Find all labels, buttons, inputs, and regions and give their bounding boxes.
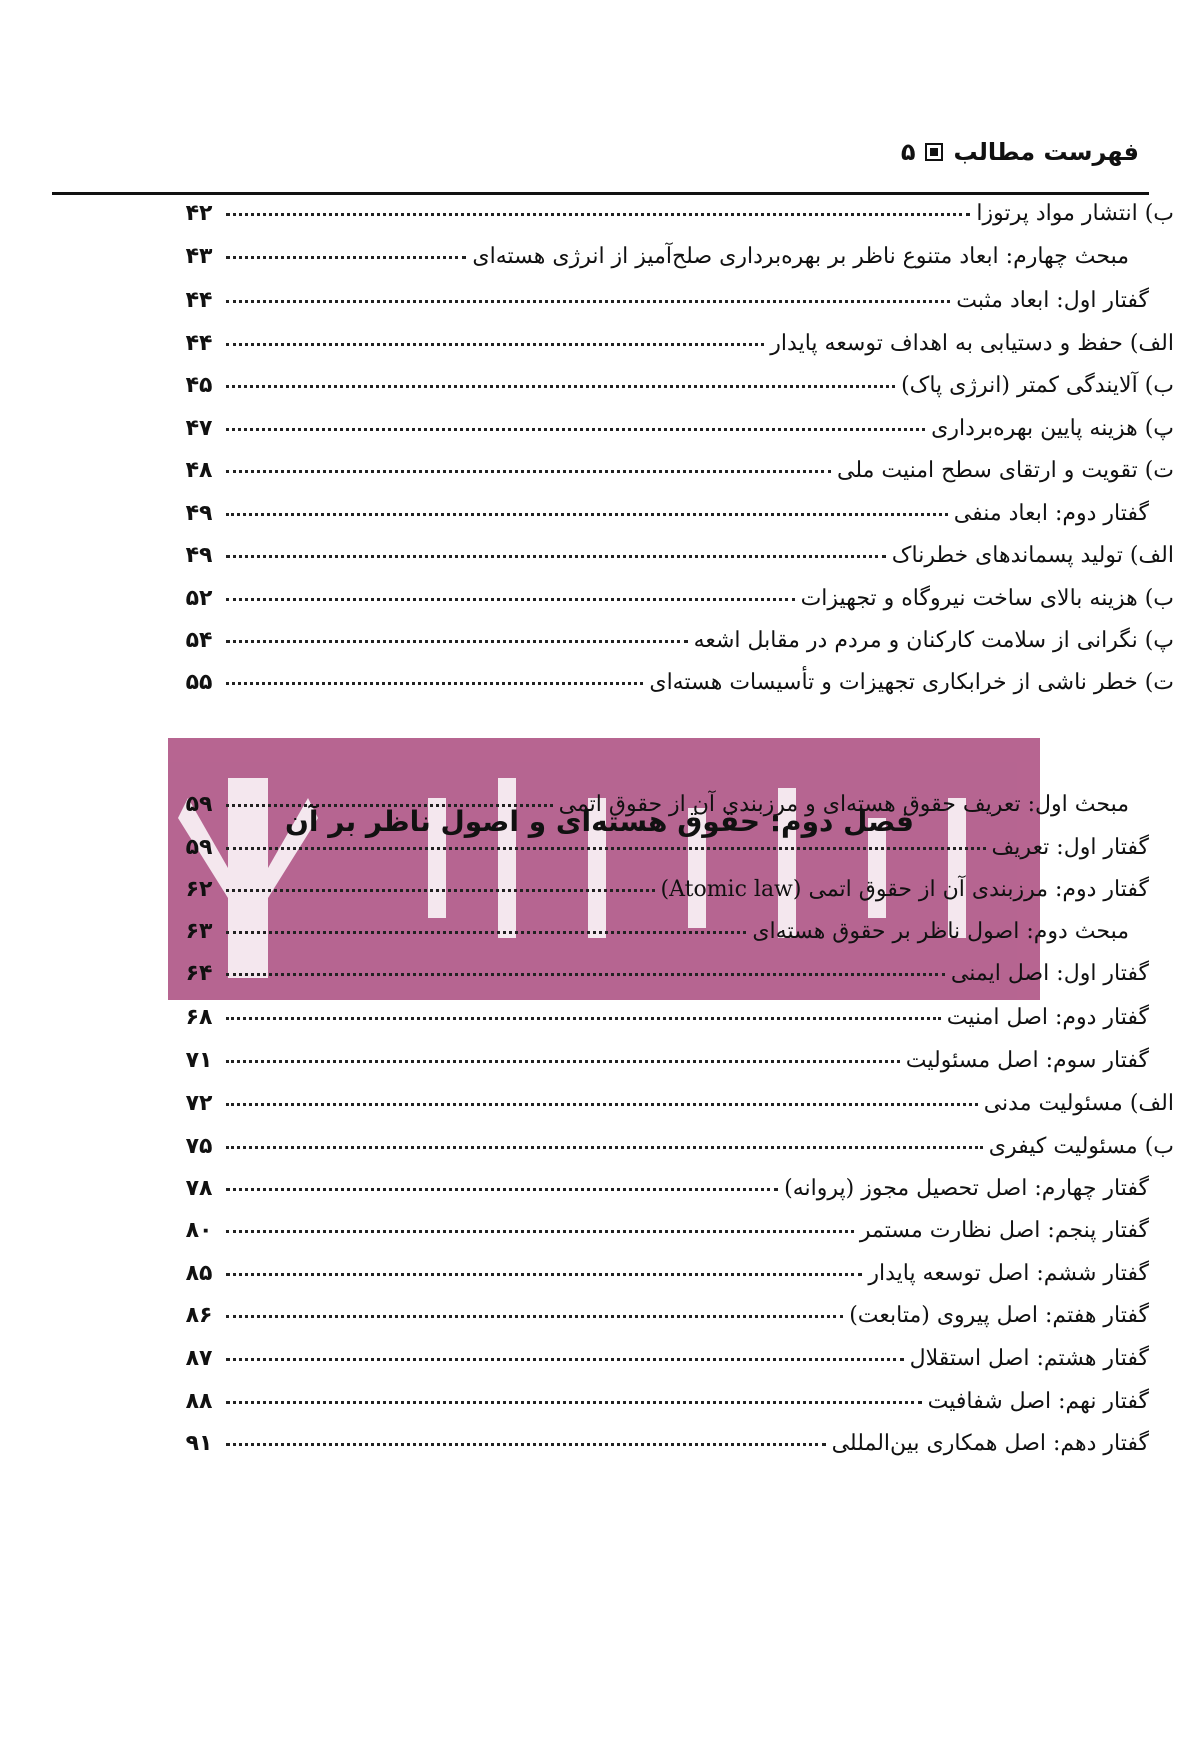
toc-entry-title: ب) آلایندگی کمتر (انرژی پاک) <box>901 373 1174 398</box>
dot-leader <box>226 1443 826 1446</box>
toc-entry-page: ۵۹ <box>185 792 213 817</box>
toc-entry <box>180 877 1149 917</box>
dot-leader <box>226 1401 922 1404</box>
dot-leader <box>226 1146 983 1149</box>
toc-entry-title: گفتار اول: اصل ایمنی <box>950 961 1149 986</box>
toc-entry-page: ۸۶ <box>185 1303 213 1328</box>
toc-entry-page: ۴۲ <box>185 201 213 226</box>
toc-entry-title: گفتار پنجم: اصل نظارت مستمر <box>859 1218 1149 1243</box>
toc-entry-page: ۴۴ <box>185 288 213 313</box>
toc-entry <box>180 1303 1149 1343</box>
dot-leader <box>226 555 886 558</box>
toc-entry <box>180 961 1149 1001</box>
dot-leader <box>226 889 655 892</box>
dot-leader <box>226 513 948 516</box>
dot-leader <box>226 847 986 850</box>
toc-entry <box>180 586 1174 626</box>
toc-entry <box>180 201 1174 241</box>
dot-leader <box>226 300 950 303</box>
toc-entry-title: گفتار اول: تعریف <box>991 835 1149 860</box>
toc-entry-page: ۵۴ <box>185 628 213 653</box>
dot-leader <box>226 1060 900 1063</box>
toc-entry-page: ۴۳ <box>185 244 213 269</box>
toc-entry-title: ت) تقویت و ارتقای سطح امنیت ملی <box>837 458 1174 483</box>
toc-entry-page: ۴۵ <box>185 373 213 398</box>
toc-entry-title: مبحث اول: تعریف حقوق هسته‌ای و مرزبندی آن از حقوق اتمی <box>558 792 1129 817</box>
dot-leader <box>226 1315 843 1318</box>
toc-entry-title: گفتار سوم: اصل مسئولیت <box>905 1048 1149 1073</box>
dot-leader <box>226 1273 862 1276</box>
toc-entry-title: ت) خطر ناشی از خرابکاری تجهیزات و تأسیسات هسته‌ای <box>649 670 1174 695</box>
dot-leader <box>226 1230 854 1233</box>
toc-entry-title: گفتار هفتم: اصل پیروی (متابعت) <box>849 1303 1149 1328</box>
toc-entry-title: الف) تولید پسماندهای خطرناک <box>891 543 1174 568</box>
toc-entry-page: ۵۹ <box>185 835 213 860</box>
toc-entry <box>180 1389 1149 1429</box>
toc-entry-page: ۸۸ <box>185 1389 213 1414</box>
dot-leader <box>226 1103 978 1106</box>
toc-entry-page: ۴۴ <box>185 331 213 356</box>
dot-leader <box>226 343 764 346</box>
toc-entry-title: گفتار دهم: اصل همکاری بین‌المللی <box>831 1431 1149 1456</box>
dot-leader <box>226 640 688 643</box>
toc-entry <box>180 458 1174 498</box>
toc-entry <box>180 1176 1149 1216</box>
toc-entry-title: پ) نگرانی از سلامت کارکنان و مردم در مقابل اشعه <box>693 628 1174 653</box>
dot-leader <box>226 931 746 934</box>
toc-entry-page: ۷۸ <box>185 1176 213 1201</box>
dot-leader <box>226 598 795 601</box>
toc-entry <box>180 331 1174 371</box>
toc-entry <box>180 1346 1149 1386</box>
dot-leader <box>226 1017 941 1020</box>
dot-leader <box>226 1358 904 1361</box>
toc-entry <box>180 1005 1149 1045</box>
toc-entry-title: گفتار دوم: مرزبندی آن از حقوق اتمی (Atomic law) <box>660 877 1149 902</box>
dot-leader <box>226 213 970 216</box>
toc-entry-page: ۷۵ <box>185 1134 213 1159</box>
toc-entry-title: گفتار نهم: اصل شفافیت <box>927 1389 1149 1414</box>
dot-leader <box>226 1188 778 1191</box>
toc-entry <box>180 1134 1174 1174</box>
toc-entry-page: ۴۸ <box>185 458 213 483</box>
toc-entry <box>180 416 1174 456</box>
toc-entry <box>180 1091 1174 1131</box>
toc-entry <box>180 244 1129 284</box>
toc-entry <box>180 1048 1149 1088</box>
toc-entry-page: ۶۸ <box>185 1005 213 1030</box>
toc-entry-page: ۴۹ <box>185 543 213 568</box>
toc-entry-page: ۸۷ <box>185 1346 213 1371</box>
toc-entry <box>180 501 1149 541</box>
toc-entry-page: ۵۵ <box>185 670 213 695</box>
toc-entry-page: ۸۵ <box>185 1261 213 1286</box>
dot-leader <box>226 385 895 388</box>
header-title: فهرست مطالب <box>953 138 1139 166</box>
toc-entry-title: الف) حفظ و دستیابی به اهداف توسعه پایدار <box>770 331 1174 356</box>
toc-entry-title: مبحث دوم: اصول ناظر بر حقوق هسته‌ای <box>752 919 1129 944</box>
toc-entry <box>180 1218 1149 1258</box>
toc-entry-page: ۶۳ <box>185 919 213 944</box>
toc-entry-title: گفتار دوم: ابعاد منفی <box>953 501 1149 526</box>
toc-entry-page: ۴۹ <box>185 501 213 526</box>
toc-entry-title: گفتار هشتم: اصل استقلال <box>909 1346 1149 1371</box>
toc-entry-title: گفتار اول: ابعاد مثبت <box>956 288 1149 313</box>
toc-entry <box>180 543 1174 583</box>
toc-entry-page: ۴۷ <box>185 416 213 441</box>
dot-leader <box>226 428 925 431</box>
toc-entry-page: ۶۲ <box>185 877 213 902</box>
toc-entry <box>180 373 1174 413</box>
dot-leader <box>226 470 831 473</box>
toc-entry <box>180 919 1129 959</box>
toc-entry <box>180 628 1174 668</box>
toc-entry <box>180 288 1149 328</box>
toc-entry <box>180 835 1149 875</box>
toc-entry-title: گفتار ششم: اصل توسعه پایدار <box>868 1261 1149 1286</box>
dot-leader <box>226 973 945 976</box>
toc-entry-page: ۶۴ <box>185 961 213 986</box>
toc-entry-title: ب) مسئولیت کیفری <box>988 1134 1174 1159</box>
toc-entry-page: ۸۰ <box>185 1218 213 1243</box>
toc-entry-title: الف) مسئولیت مدنی <box>983 1091 1174 1116</box>
header-page-number: ۵ <box>900 138 916 166</box>
toc-entry-title: پ) هزینه پایین بهره‌برداری <box>931 416 1174 441</box>
toc-entry-title: گفتار چهارم: اصل تحصیل مجوز (پروانه) <box>784 1176 1149 1201</box>
toc-entry-title: ب) انتشار مواد پرتوزا <box>976 201 1174 226</box>
toc-entry-page: ۷۲ <box>185 1091 213 1116</box>
dot-leader <box>226 682 643 685</box>
toc-entry-title: ب) هزینه بالای ساخت نیروگاه و تجهیزات <box>800 586 1174 611</box>
chapter-heading: فصل دوم: حقوق هسته‌ای و اصول ناظر بر آن <box>284 805 915 838</box>
toc-entry-title: مبحث چهارم: ابعاد متنوع ناظر بر بهره‌برداری صلح‌آمیز از انرژی هسته‌ای <box>472 244 1129 269</box>
toc-entry <box>180 670 1174 710</box>
toc-entry <box>180 1431 1149 1471</box>
toc-entry-page: ۹۱ <box>185 1431 213 1456</box>
dot-leader <box>226 256 466 259</box>
toc-entry-page: ۵۲ <box>185 586 213 611</box>
toc-entry-page: ۷۱ <box>185 1048 213 1073</box>
toc-entry-title: گفتار دوم: اصل امنیت <box>946 1005 1149 1030</box>
toc-entry <box>180 1261 1149 1301</box>
